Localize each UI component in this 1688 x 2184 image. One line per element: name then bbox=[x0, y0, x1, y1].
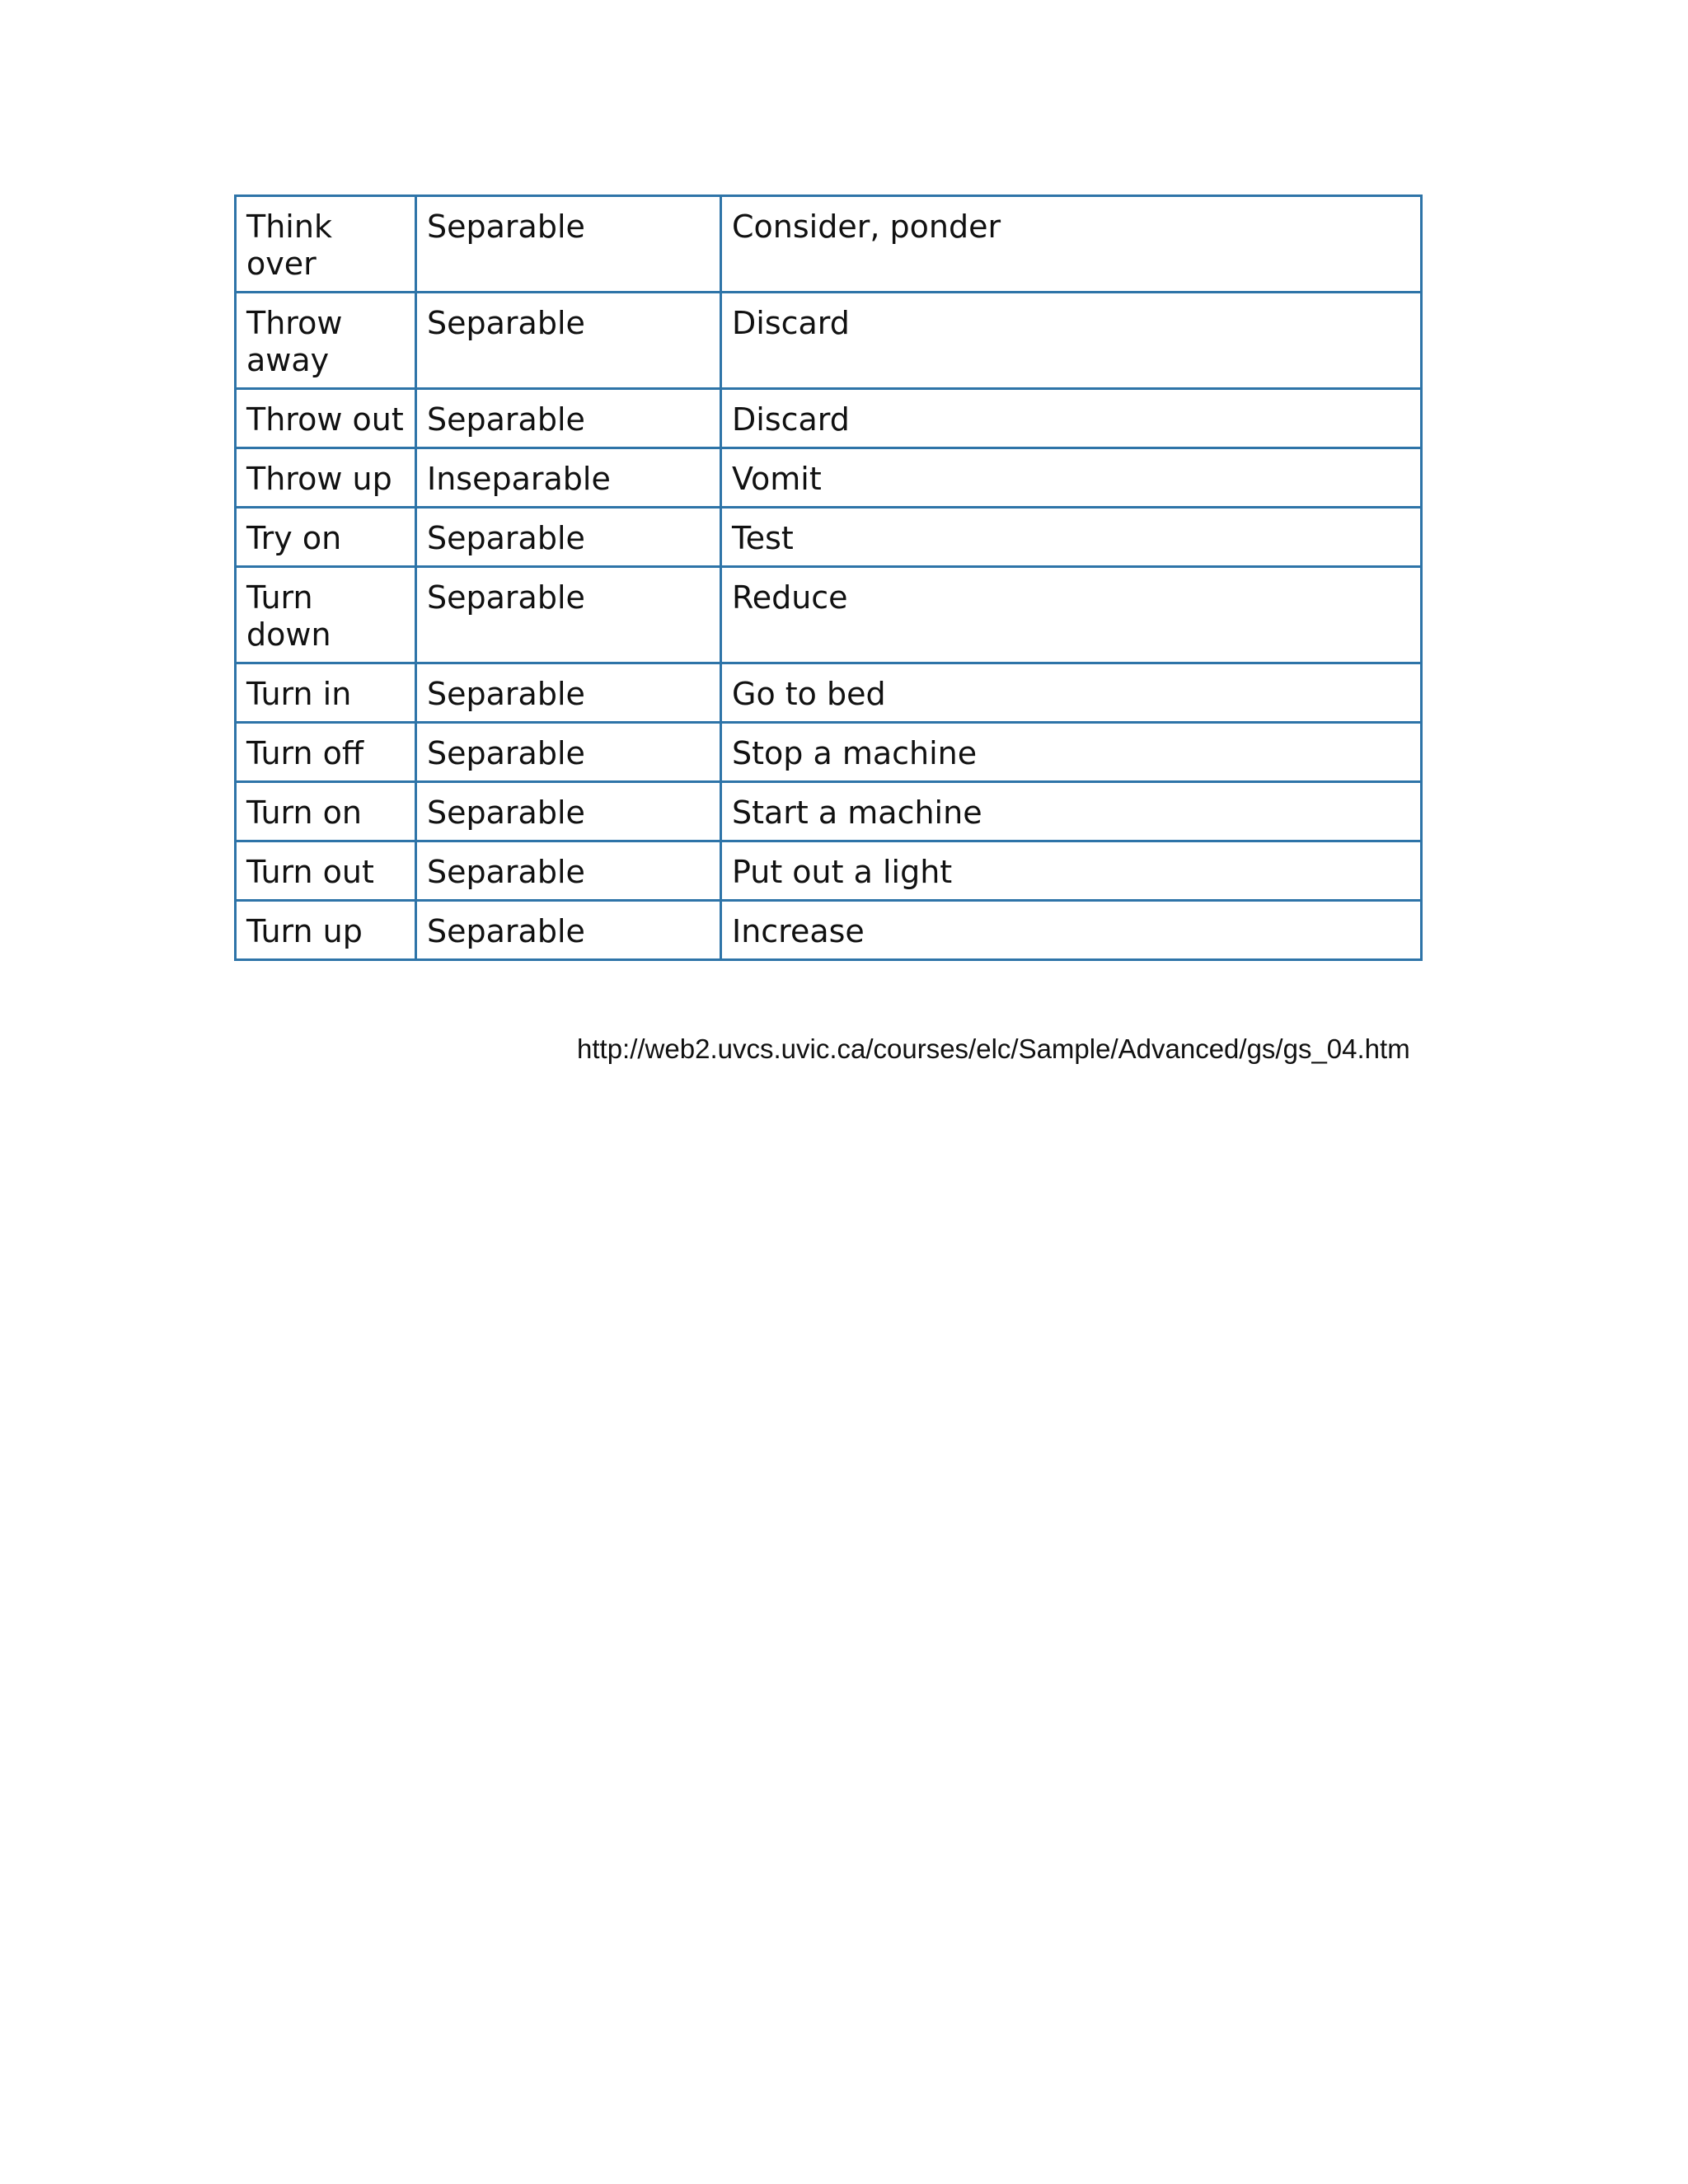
phrasal-verb-cell: Turn out bbox=[236, 841, 416, 901]
meaning-cell: Reduce bbox=[721, 567, 1422, 663]
phrasal-verb-cell: Turn down bbox=[236, 567, 416, 663]
phrasal-verb-cell: Turn in bbox=[236, 663, 416, 723]
verb-type-cell: Separable bbox=[416, 567, 721, 663]
phrasal-verb-cell: Turn up bbox=[236, 901, 416, 960]
table-row bbox=[236, 508, 1422, 567]
verb-type-cell: Separable bbox=[416, 389, 721, 448]
verb-type-cell: Separable bbox=[416, 508, 721, 567]
verb-type-cell: Separable bbox=[416, 901, 721, 960]
table-row bbox=[236, 663, 1422, 723]
meaning-cell: Put out a light bbox=[721, 841, 1422, 901]
meaning-cell: Increase bbox=[721, 901, 1422, 960]
table-row bbox=[236, 841, 1422, 901]
table-row bbox=[236, 567, 1422, 663]
verb-type-cell: Separable bbox=[416, 782, 721, 841]
meaning-cell: Test bbox=[721, 508, 1422, 567]
phrasal-verb-cell: Try on bbox=[236, 508, 416, 567]
verb-type-cell: Separable bbox=[416, 841, 721, 901]
meaning-cell: Consider, ponder bbox=[721, 196, 1422, 293]
meaning-cell: Go to bed bbox=[721, 663, 1422, 723]
source-url: http://web2.uvcs.uvic.ca/courses/elc/Sample/Advanced/gs/gs_04.htm bbox=[577, 1033, 1410, 1064]
table-row bbox=[236, 901, 1422, 960]
verb-type-cell: Separable bbox=[416, 293, 721, 389]
phrasal-verb-cell: Turn off bbox=[236, 723, 416, 782]
verb-type-cell: Separable bbox=[416, 663, 721, 723]
verb-type-cell: Separable bbox=[416, 723, 721, 782]
table-row bbox=[236, 293, 1422, 389]
phrasal-verb-cell: Throw away bbox=[236, 293, 416, 389]
verb-type-cell: Separable bbox=[416, 196, 721, 293]
table-row bbox=[236, 723, 1422, 782]
meaning-cell: Stop a machine bbox=[721, 723, 1422, 782]
phrasal-verb-cell: Turn on bbox=[236, 782, 416, 841]
table-row bbox=[236, 196, 1422, 293]
phrasal-verb-cell: Throw out bbox=[236, 389, 416, 448]
meaning-cell: Start a machine bbox=[721, 782, 1422, 841]
table-row bbox=[236, 782, 1422, 841]
phrasal-verb-cell: Think over bbox=[236, 196, 416, 293]
table-row bbox=[236, 389, 1422, 448]
meaning-cell: Vomit bbox=[721, 448, 1422, 508]
meaning-cell: Discard bbox=[721, 293, 1422, 389]
phrasal-verbs-table bbox=[234, 194, 1423, 961]
phrasal-verb-cell: Throw up bbox=[236, 448, 416, 508]
meaning-cell: Discard bbox=[721, 389, 1422, 448]
verb-type-cell: Inseparable bbox=[416, 448, 721, 508]
table-row bbox=[236, 448, 1422, 508]
